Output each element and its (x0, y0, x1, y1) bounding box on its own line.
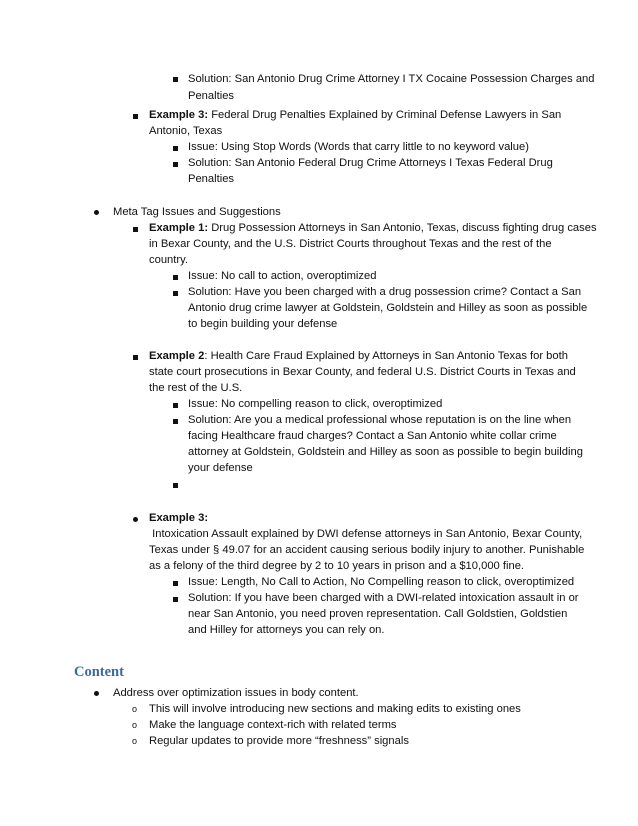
hollow-bullet-icon: o (132, 736, 138, 746)
section-heading: Content (74, 664, 124, 680)
round-bullet-icon (94, 210, 99, 215)
example-text: Texas under § 49.07 for an accident causing serious bodily injury to another. Punishable (149, 544, 585, 556)
example-text: country. (149, 254, 188, 266)
square-bullet-icon (173, 275, 178, 280)
example-line (149, 221, 597, 236)
example-label: Example 3: (149, 109, 209, 121)
example-label: Example 1: (149, 222, 209, 234)
example-label: Example 2 (149, 350, 205, 362)
solution-text: your defense (188, 462, 253, 474)
square-bullet-icon (173, 483, 178, 488)
hollow-bullet-icon: o (132, 720, 138, 730)
square-bullet-icon (173, 77, 178, 82)
solution-text: Penalties (188, 173, 235, 185)
example-text: as a felony of the third degree by 2 to 10 years in prison and a $10,000 fine. (149, 560, 525, 572)
example-label: Example 3: (149, 512, 209, 524)
solution-text: and Hilley for attorneys you can rely on. (188, 624, 385, 636)
issue-text: Issue: Using Stop Words (Words that carry little to no keyword value) (188, 141, 529, 153)
example-line (149, 108, 561, 123)
issue-text: Issue: Length, No Call to Action, No Compelling reason to click, overoptimized (188, 576, 575, 588)
example-text: state court prosecutions in Bexar County, and federal U.S. District Courts in Texas and (149, 366, 576, 378)
issue-text: Issue: No call to action, overoptimized (188, 270, 377, 282)
solution-text: facing Healthcare fraud charges? Contact a San Antonio white collar crime (188, 430, 557, 442)
square-bullet-icon (173, 419, 178, 424)
solution-text: Solution: San Antonio Drug Crime Attorney I TX Cocaine Possession Charges and (188, 73, 595, 85)
solution-text: Penalties (188, 90, 235, 102)
square-bullet-icon (133, 355, 138, 360)
example-text: Antonio, Texas (149, 125, 223, 137)
round-bullet-icon (133, 517, 138, 522)
content-item: Address over optimization issues in body content. (113, 687, 359, 699)
square-bullet-icon (173, 162, 178, 167)
square-bullet-icon (173, 291, 178, 296)
square-bullet-icon (173, 146, 178, 151)
solution-text: attorney at Goldstein, Goldstein and Hilley as soon as possible to begin building (188, 446, 583, 458)
example-text: Drug Possession Attorneys in San Antonio, Texas, discuss fighting drug cases (211, 222, 597, 234)
solution-text: Solution: San Antonio Federal Drug Crime Attorneys I Texas Federal Drug (188, 157, 553, 169)
square-bullet-icon (133, 227, 138, 232)
section-item-title: Meta Tag Issues and Suggestions (113, 206, 281, 218)
example-text: Federal Drug Penalties Explained by Criminal Defense Lawyers in San (211, 109, 562, 121)
solution-text: Solution: Have you been charged with a drug possession crime? Contact a San (188, 286, 582, 298)
square-bullet-icon (173, 597, 178, 602)
round-bullet-icon (94, 691, 99, 696)
content-subitem: Make the language context-rich with related terms (149, 719, 397, 731)
hollow-bullet-icon: o (132, 704, 138, 714)
square-bullet-icon (173, 403, 178, 408)
example-text: : Health Care Fraud Explained by Attorneys in San Antonio Texas for both (204, 350, 568, 362)
example-line (149, 349, 568, 364)
square-bullet-icon (133, 114, 138, 119)
square-bullet-icon (173, 581, 178, 586)
content-subitem: Regular updates to provide more “freshness” signals (149, 735, 409, 747)
solution-text: Solution: Are you a medical professional whose reputation is on the line when (188, 414, 572, 426)
content-subitem: This will involve introducing new sections and making edits to existing ones (149, 703, 521, 715)
issue-text: Issue: No compelling reason to click, overoptimized (188, 398, 443, 410)
example-text: in Bexar County, and the U.S. District Courts throughout Texas and the rest of the (149, 238, 552, 250)
example-text: the rest of the U.S. (149, 382, 243, 394)
solution-text: near San Antonio, you need proven representation. Call Goldstien, Goldstien (188, 608, 568, 620)
solution-text: Solution: If you have been charged with a DWI-related intoxication assault in or (188, 592, 579, 604)
solution-text: to begin building your defense (188, 318, 338, 330)
solution-text: Antonio drug crime lawyer at Goldstein, Goldstein and Hilley as soon as possible (188, 302, 588, 314)
example-text: Intoxication Assault explained by DWI defense attorneys in San Antonio, Bexar County, (149, 528, 583, 540)
